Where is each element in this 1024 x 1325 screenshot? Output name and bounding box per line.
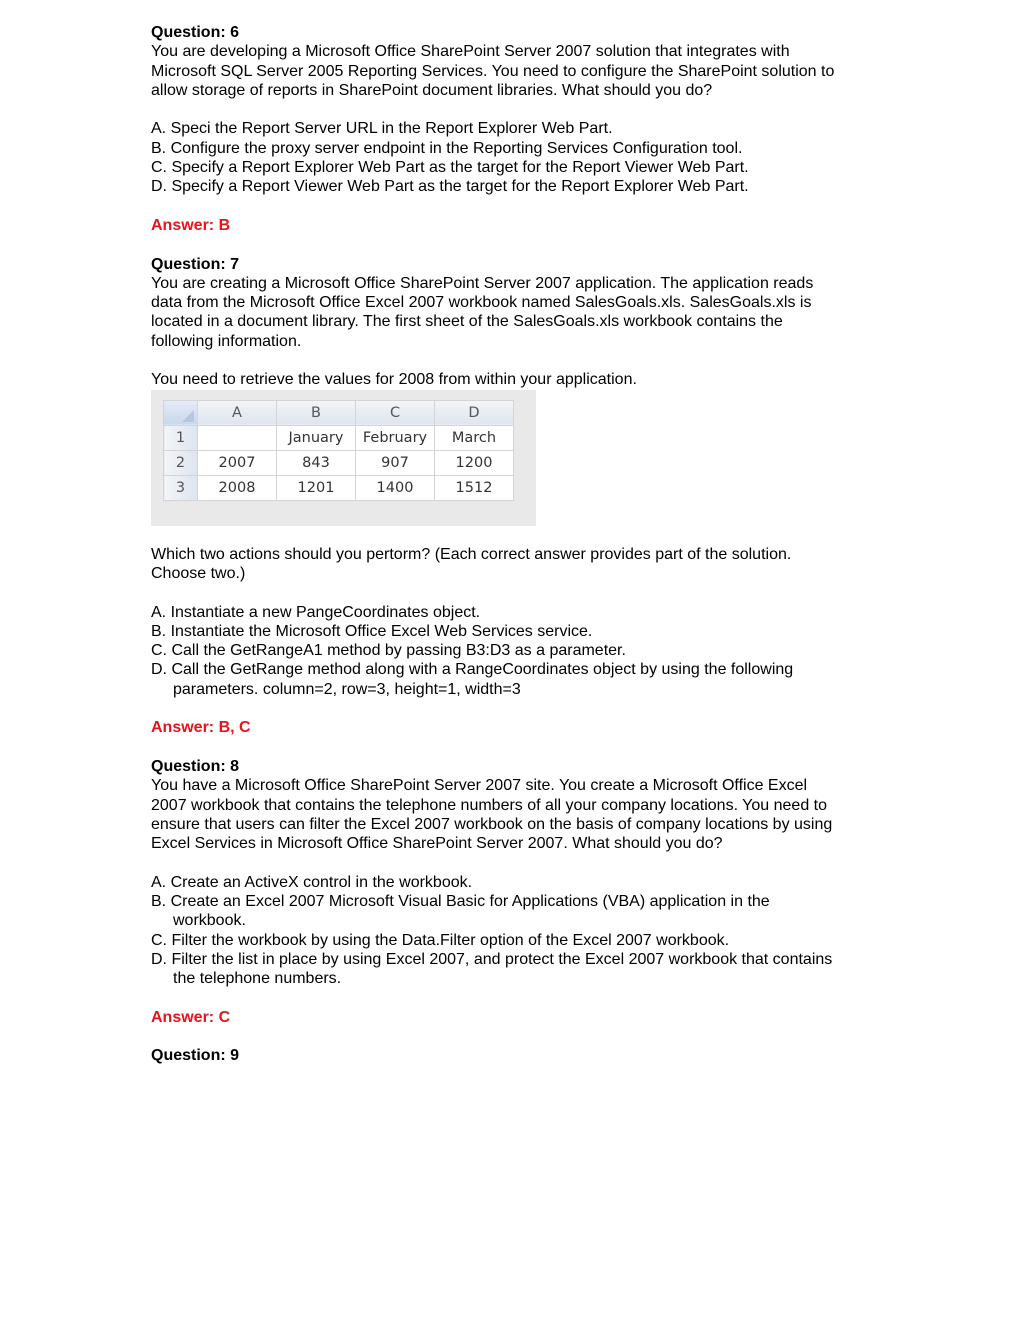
select-all-corner bbox=[164, 400, 198, 425]
sheet-cell: 907 bbox=[356, 450, 435, 475]
question-heading: Question: 7 bbox=[151, 255, 240, 273]
question-text: ensure that users can filter the Excel 2007 workbook on the basis of company locations by using bbox=[151, 815, 833, 833]
document-page bbox=[151, 23, 881, 1066]
sheet-cell: 1200 bbox=[435, 450, 514, 475]
question-text: located in a document library. The first sheet of the SalesGoals.xls workbook contains the bbox=[151, 313, 783, 331]
column-header: C bbox=[356, 400, 435, 425]
question-text: 2007 workbook that contains the telephone numbers of all your company locations. You need to bbox=[151, 796, 828, 814]
question-text: You are creating a Microsoft Office SharePoint Server 2007 application. The application reads bbox=[151, 274, 814, 292]
option-a: A. Instantiate a new PangeCoordinates object. bbox=[151, 603, 481, 621]
column-header: D bbox=[435, 400, 514, 425]
sheet-cell: 1201 bbox=[277, 475, 356, 500]
option-b: B. Configure the proxy server endpoint in the Reporting Services Configuration tool. bbox=[151, 139, 743, 157]
sheet-cell: 1512 bbox=[435, 475, 514, 500]
sheet-cell: 2008 bbox=[198, 475, 277, 500]
row-header: 3 bbox=[164, 475, 198, 500]
sheet-cell: 1400 bbox=[356, 475, 435, 500]
option-d-continued: parameters. column=2, row=3, height=1, width=3 bbox=[173, 680, 521, 698]
option-c: C. Call the GetRangeA1 method by passing B3:D3 as a parameter. bbox=[151, 642, 626, 660]
option-d-continued: the telephone numbers. bbox=[173, 970, 342, 988]
option-b-continued: workbook. bbox=[173, 912, 246, 930]
question-text: data from the Microsoft Office Excel 2007 workbook named SalesGoals.xls. SalesGoals.xls is bbox=[151, 294, 812, 312]
spreadsheet-table bbox=[163, 400, 514, 501]
option-c: C. Specify a Report Explorer Web Part as the target for the Report Viewer Web Part. bbox=[151, 159, 749, 177]
question-heading: Question: 9 bbox=[151, 1047, 240, 1065]
question-text: Excel Services in Microsoft Office SharePoint Server 2007. What should you do? bbox=[151, 835, 723, 853]
question-text: Choose two.) bbox=[151, 564, 246, 582]
spreadsheet-screenshot bbox=[151, 390, 536, 526]
question-text: You need to retrieve the values for 2008 from within your application. bbox=[151, 371, 637, 389]
question-text: following information. bbox=[151, 332, 302, 350]
question-heading: Question: 6 bbox=[151, 24, 240, 41]
sheet-cell: January bbox=[277, 425, 356, 450]
row-header: 1 bbox=[164, 425, 198, 450]
column-header: A bbox=[198, 400, 277, 425]
option-b: B. Instantiate the Microsoft Office Excel Web Services service. bbox=[151, 622, 593, 640]
option-b: B. Create an Excel 2007 Microsoft Visual Basic for Applications (VBA) application in the bbox=[151, 892, 770, 910]
question-text: allow storage of reports in SharePoint document libraries. What should you do? bbox=[151, 81, 713, 99]
question-heading: Question: 8 bbox=[151, 757, 240, 775]
option-d: D. Call the GetRange method along with a RangeCoordinates object by using the following bbox=[151, 661, 794, 679]
question-text: You are developing a Microsoft Office SharePoint Server 2007 solution that integrates with bbox=[151, 43, 790, 61]
question-text: You have a Microsoft Office SharePoint Server 2007 site. You create a Microsoft Office Excel bbox=[151, 777, 808, 795]
option-d: D. Specify a Report Viewer Web Part as the target for the Report Explorer Web Part. bbox=[151, 178, 749, 196]
option-c: C. Filter the workbook by using the Data.Filter option of the Excel 2007 workbook. bbox=[151, 931, 730, 949]
sheet-cell: February bbox=[356, 425, 435, 450]
column-header: B bbox=[277, 400, 356, 425]
row-header: 2 bbox=[164, 450, 198, 475]
answer-label: Answer: B, C bbox=[151, 719, 251, 737]
answer-label: Answer: B bbox=[151, 216, 231, 234]
option-a: A. Create an ActiveX control in the workbook. bbox=[151, 873, 473, 891]
sheet-cell bbox=[198, 425, 277, 450]
question-text: Which two actions should you pertorm? (Each correct answer provides part of the solution. bbox=[151, 545, 792, 563]
sheet-cell: March bbox=[435, 425, 514, 450]
answer-label: Answer: C bbox=[151, 1008, 231, 1026]
question-text: Microsoft SQL Server 2005 Reporting Services. You need to configure the SharePoint solution to bbox=[151, 62, 835, 80]
option-d: D. Filter the list in place by using Excel 2007, and protect the Excel 2007 workbook that contains bbox=[151, 950, 833, 968]
sheet-cell: 2007 bbox=[198, 450, 277, 475]
option-a: A. Speci the Report Server URL in the Report Explorer Web Part. bbox=[151, 120, 613, 138]
sheet-cell: 843 bbox=[277, 450, 356, 475]
